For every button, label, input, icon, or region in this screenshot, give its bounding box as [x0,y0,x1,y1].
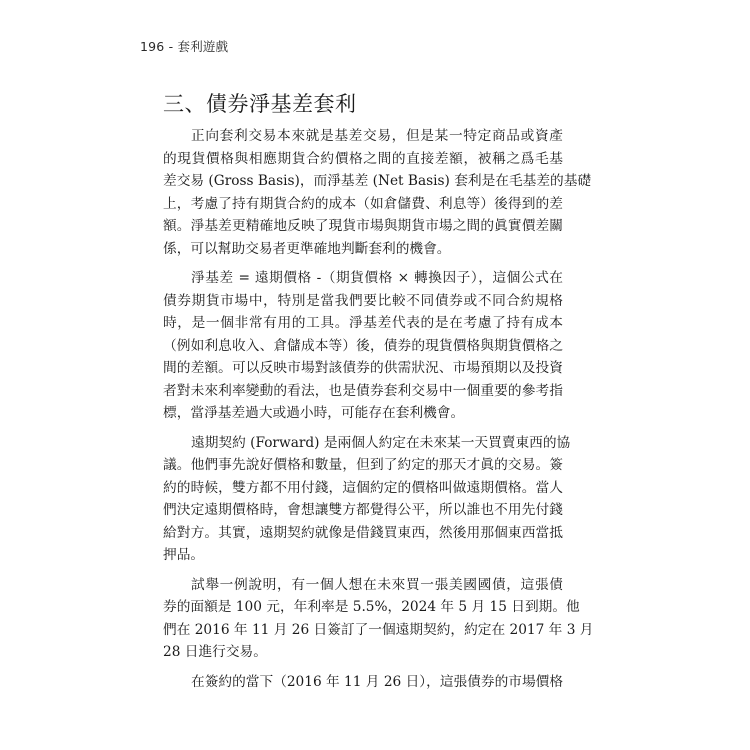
paragraph-example [163,574,594,664]
paragraph-forward-contract [163,432,571,567]
text-line: 係，可以幫助交易者更準確地判斷套利的機會。 [163,240,451,257]
paragraph-gross-net-basis [163,125,592,260]
text-line: 的現貨價格與相應期貨合約價格之間的直接差額，被稱之爲毛基 [163,150,563,167]
paragraph-net-basis-formula [163,267,563,425]
text-line: 遠期契約 (Forward) 是兩個人約定在未來某一天買賣東西的協 [191,434,571,451]
text-line: 額。淨基差更精確地反映了現貨市場與期貨市場之間的眞實價差關 [163,218,563,234]
text-line: 上，考慮了持有期貨合約的成本（如倉儲費、利息等）後得到的差 [163,195,563,212]
text-line: 議。他們事先說好價格和數量，但到了約定的那天才眞的交易。簽 [163,457,563,473]
text-line: 淨基差 = 遠期價格 -（期貨價格 × 轉換因子），這個公式在 [191,270,563,286]
text-line: 標，當淨基差過大或過小時，可能存在套利機會。 [163,405,465,421]
text-line: 時，是一個非常有用的工具。淨基差代表的是在考慮了持有成本 [163,315,563,331]
text-line: 券的面額是 100 元，年利率是 5.5%，2024 年 5 月 15 日到期。他 [163,599,580,615]
text-line: 正向套利交易本來就是基差交易，但是某一特定商品或資產 [191,128,563,144]
text-line: 28 日進行交易。 [163,644,267,660]
body-text [163,125,594,700]
running-header: 196 - 套利遊戲 [140,39,229,54]
text-line: 們在 2016 年 11 月 26 日簽訂了一個遠期契約，約定在 2017 年 3 月 [163,621,594,638]
text-line: 給對方。其實，遠期契約就像是借錢買東西，然後用那個東西當抵 [163,524,563,541]
text-line: 債券期貨市場中，特別是當我們要比較不同債券或不同合約規格 [163,292,563,309]
text-line: 押品。 [163,547,205,563]
text-line: 間的差額。可以反映市場對該債券的供需狀況、市場預期以及投資 [163,360,563,376]
text-line: 們決定遠期價格時，會想讓雙方都覺得公平，所以誰也不用先付錢 [163,502,563,518]
text-line: 約的時候，雙方都不用付錢，這個約定的價格叫做遠期價格。當人 [163,479,563,496]
text-line: 在簽約的當下（2016 年 11 月 26 日），這張債券的市場價格 [191,673,564,690]
text-line: 差交易 (Gross Basis)，而淨基差 (Net Basis) 套利是在毛基差的基礎 [163,173,592,189]
text-line: （例如利息收入、倉儲成本等）後，債券的現貨價格與期貨價格之 [163,337,563,354]
text-line: 者對未來利率變動的看法，也是債券套利交易中一個重要的參考指 [163,382,563,399]
section-title: 三、債券淨基差套利 [163,92,357,116]
paragraph-signing-date [163,671,563,694]
text-line: 試舉一例說明，有一個人想在未來買一張美國國債，這張債 [191,576,563,593]
